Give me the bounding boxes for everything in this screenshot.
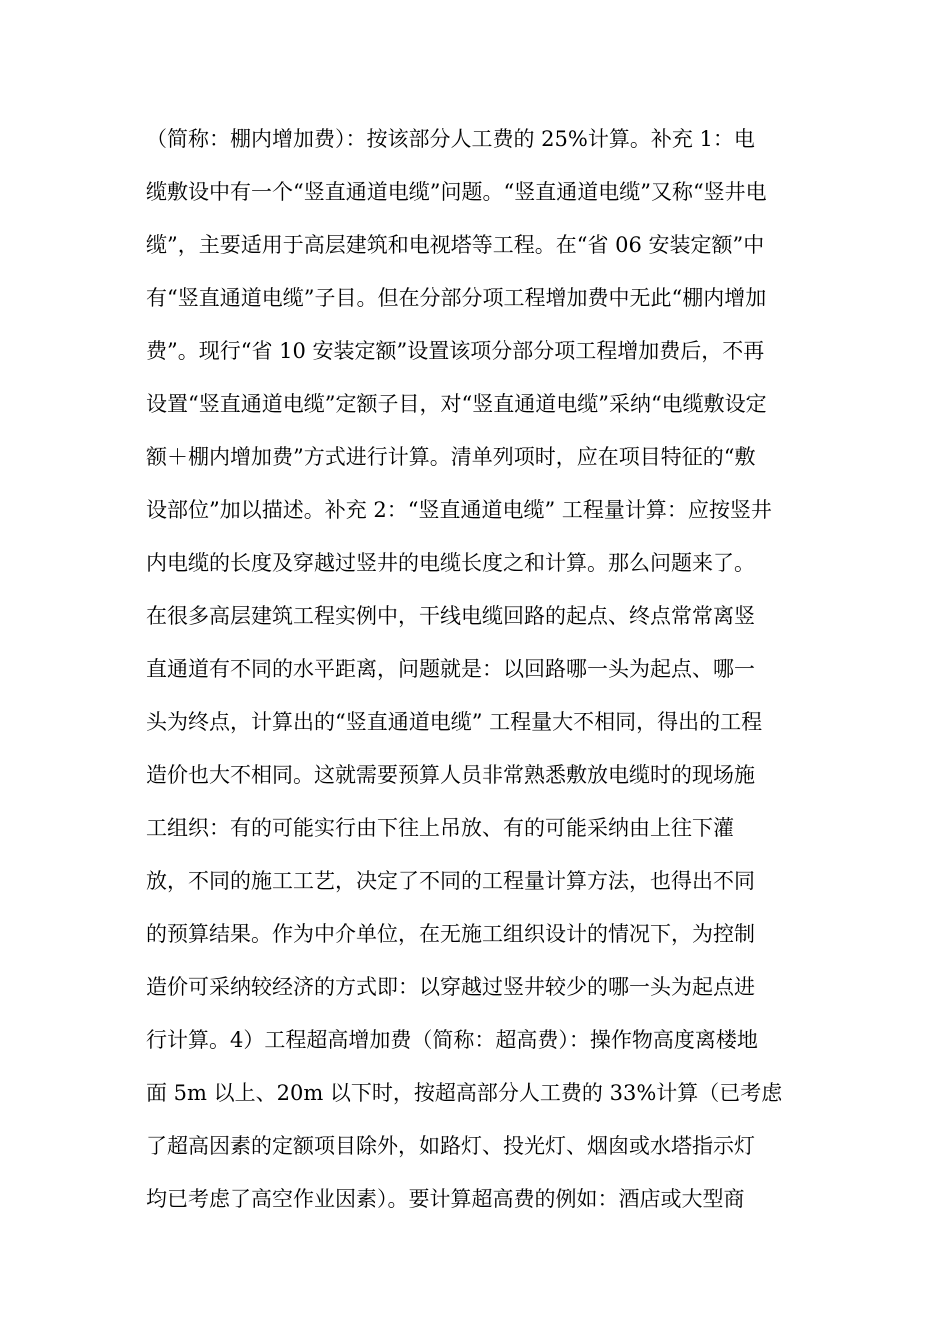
text-line: 的预算结果。作为中介单位，在无施工组织设计的情况下，为控制 <box>146 922 755 946</box>
text-line: 行计算。4）工程超高增加费（简称：超高费）：操作物高度离楼地 <box>146 1028 758 1052</box>
text-line: 额＋棚内增加费”方式进行计算。清单列项时，应在项目特征的“敷 <box>146 445 756 469</box>
text-line: 费”。现行“省 10 安装定额”设置该项分部分项工程增加费后，不再 <box>146 339 765 363</box>
text-line: 缆敷设中有一个“竖直通道电缆”问题。“竖直通道电缆”又称“竖井电 <box>146 180 767 204</box>
text-line: 造价也大不相同。这就需要预算人员非常熟悉敷放电缆时的现场施 <box>146 763 755 787</box>
text-line: 设部位”加以描述。补充 2：“竖直通道电缆” 工程量计算：应按竖井 <box>146 498 772 522</box>
text-line: 在很多高层建筑工程实例中，干线电缆回路的起点、终点常常离竖 <box>146 604 755 628</box>
text-line: 缆”，主要适用于高层建筑和电视塔等工程。在“省 06 安装定额”中 <box>146 233 765 257</box>
text-line: 设置“竖直通道电缆”定额子目，对“竖直通道电缆”采纳“电缆敷设定 <box>146 392 767 416</box>
text-line: 直通道有不同的水平距离，问题就是：以回路哪一头为起点、哪一 <box>146 657 755 681</box>
text-line: 内电缆的长度及穿越过竖井的电缆长度之和计算。那么问题来了。 <box>146 551 755 575</box>
text-line: 头为终点，计算出的“竖直通道电缆” 工程量大不相同，得出的工程 <box>146 710 763 734</box>
body-paragraph <box>146 122 811 1235</box>
text-line: 了超高因素的定额项目除外，如路灯、投光灯、烟囱或水塔指示灯 <box>146 1134 755 1158</box>
text-line: 有“竖直通道电缆”子目。但在分部分项工程增加费中无此“棚内增加 <box>146 286 767 310</box>
text-line: 面 5m 以上、20m 以下时，按超高部分人工费的 33%计算（已考虑 <box>146 1081 783 1105</box>
text-line: 造价可采纳较经济的方式即：以穿越过竖井较少的哪一头为起点进 <box>146 975 755 999</box>
text-line: 均已考虑了高空作业因素）。要计算超高费的例如：酒店或大型商 <box>146 1187 745 1211</box>
text-line: 放，不同的施工工艺，决定了不同的工程量计算方法，也得出不同 <box>146 869 755 893</box>
text-line: （简称：棚内增加费）：按该部分人工费的 25%计算。补充 1：电 <box>146 127 755 151</box>
text-line: 工组织：有的可能实行由下往上吊放、有的可能采纳由上往下灌 <box>146 816 734 840</box>
